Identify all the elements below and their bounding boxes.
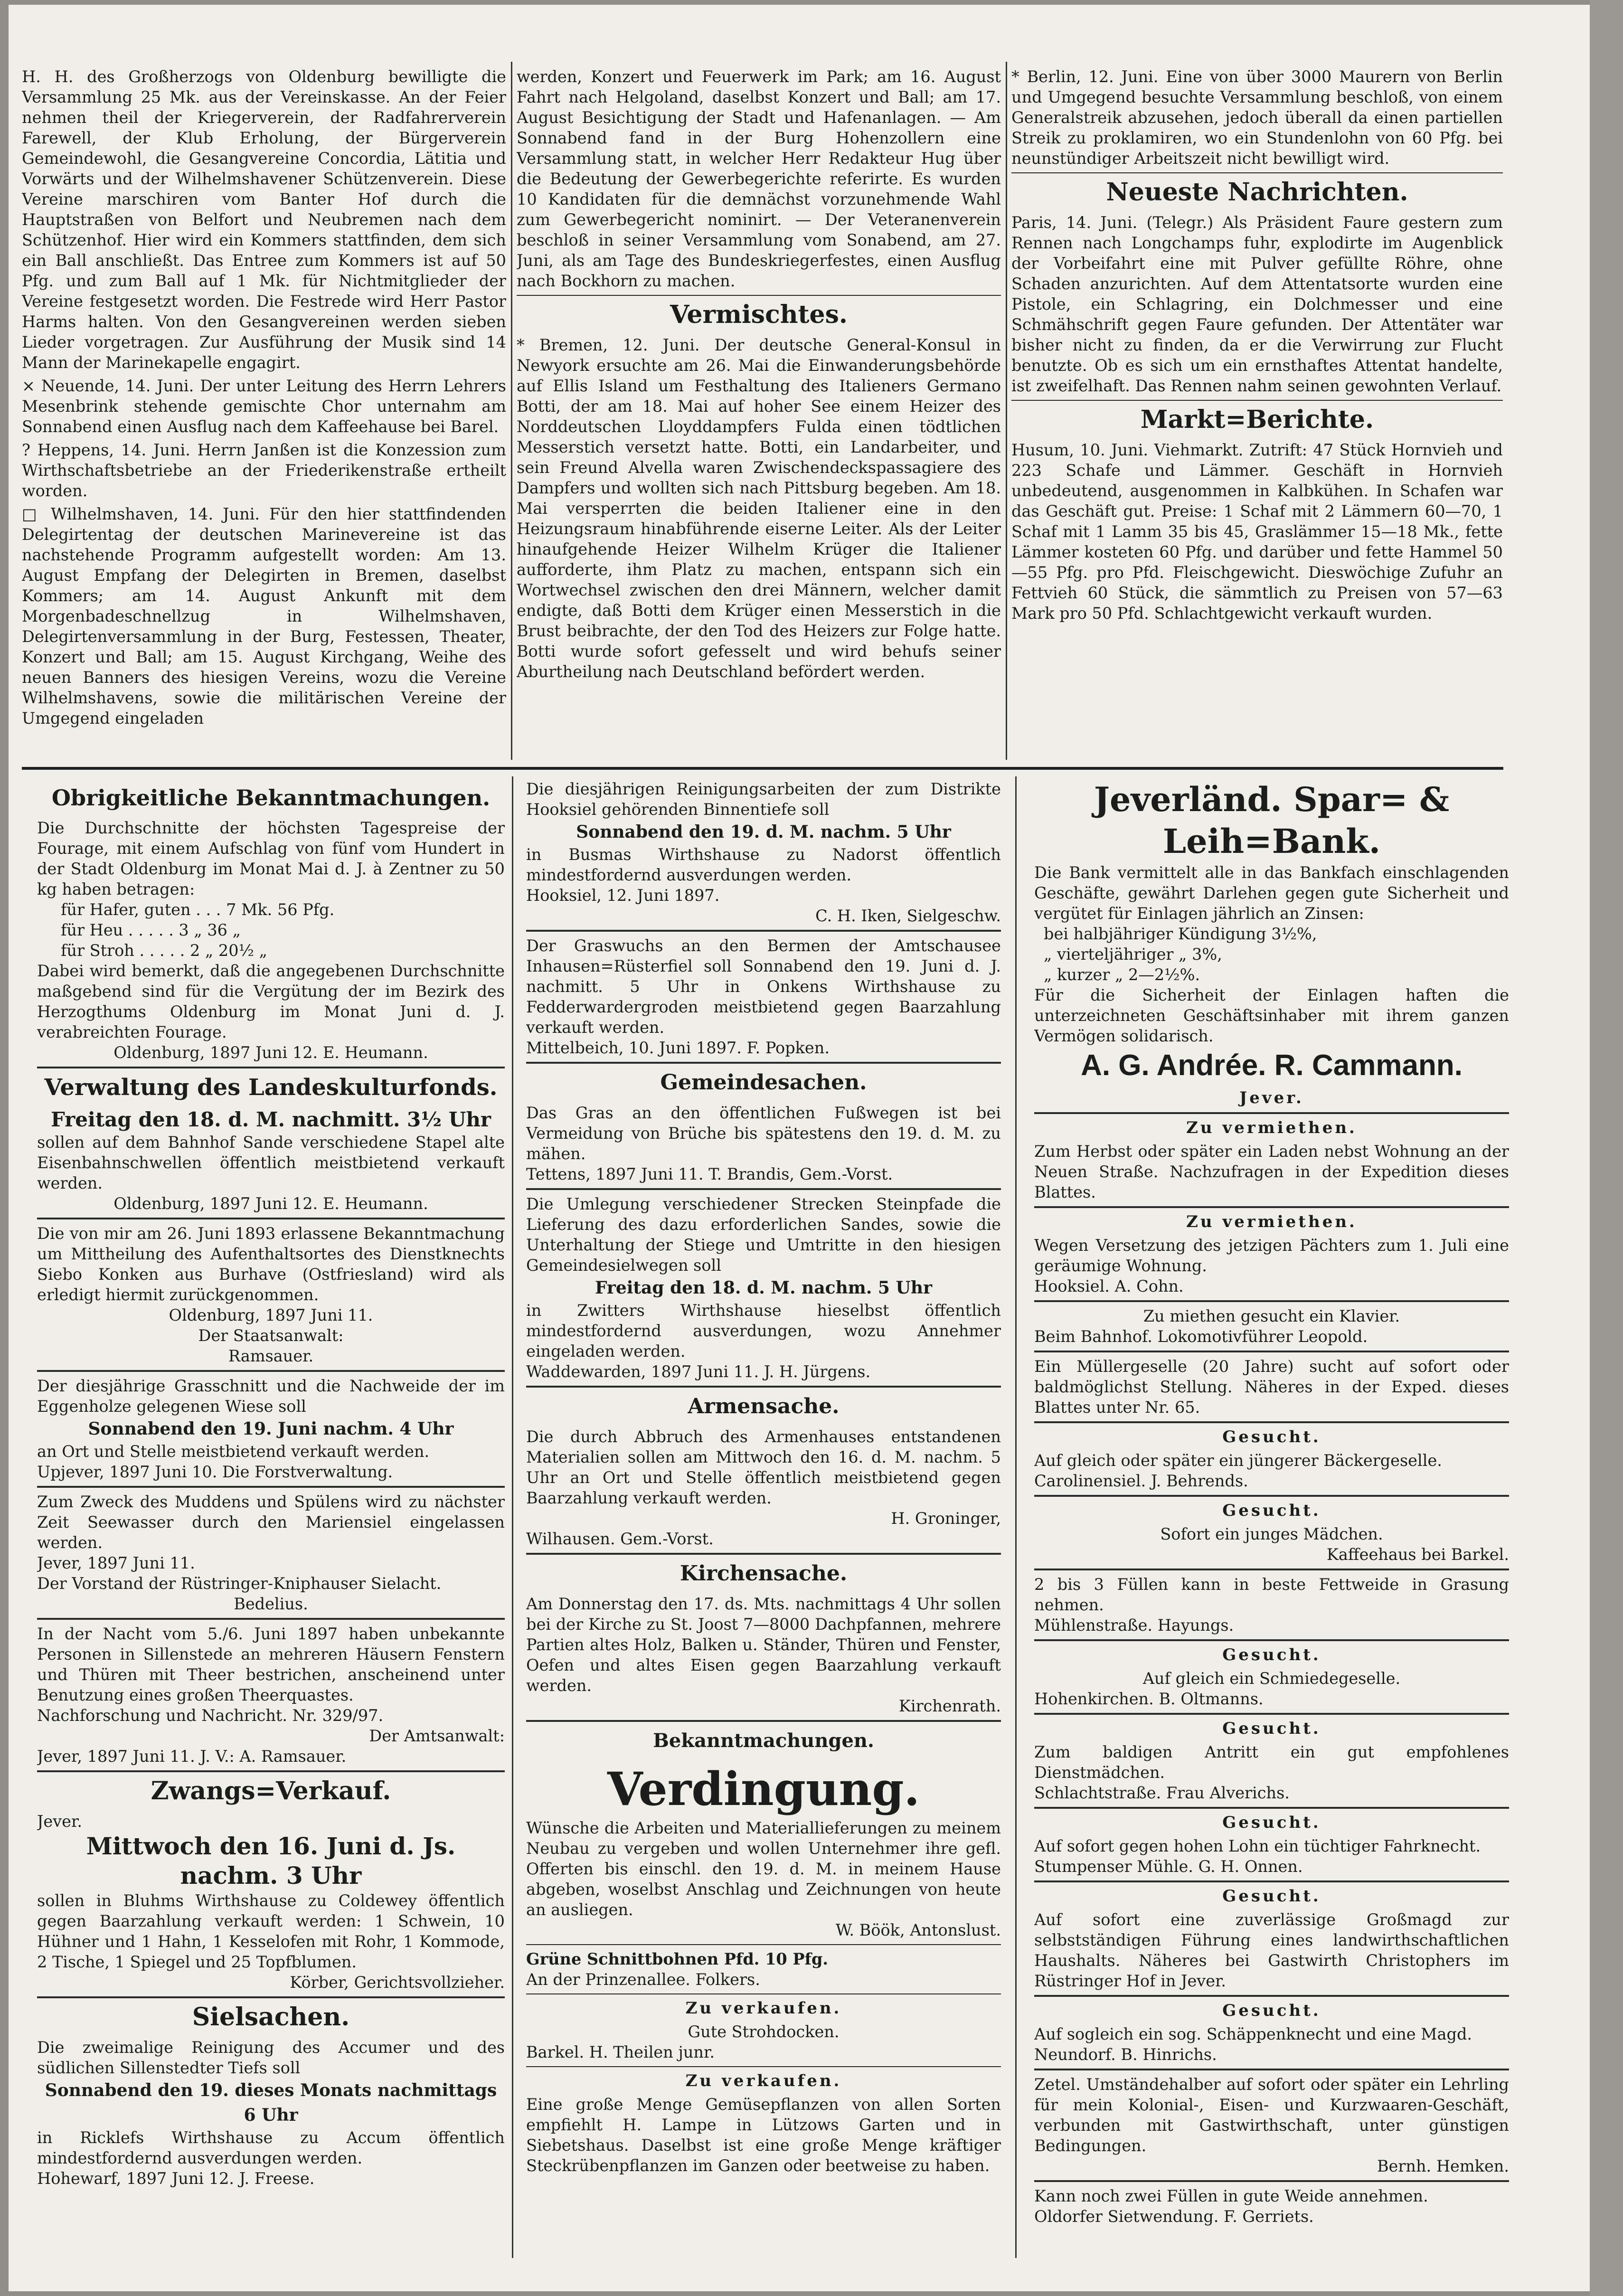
divider bbox=[37, 1618, 505, 1620]
g5-text: Auf sofort gegen hohen Lohn ein tüchtiger Fahrknecht. bbox=[1034, 1837, 1481, 1855]
news-berlin: * Berlin, 12. Juni. Eine von über 3000 Maurern von Berlin und Umgegend besuchte Versammlung beschloß, von einem Generalstreik abzusehen, jedoch überall da einen partiellen Streik zu proklamiren, wo ein Stundenlohn von 60 Pfg. bei neunstündiger Arbeitszeit nicht bewilligt wird. bbox=[1011, 67, 1503, 168]
hooksiel-date: Sonnabend den 19. d. M. nachm. 5 Uhr bbox=[576, 822, 951, 842]
nacht-text: In der Nacht vom 5./6. Juni 1897 haben unbekannte Personen in Sillenstede an mehreren Häusern Fenstern und Thüren mit Theer bestrichen, anscheinend unter Benutzung eines großen Theerquastes. bbox=[37, 1625, 505, 1704]
divider bbox=[526, 1553, 1001, 1555]
verkaufen1-title: Zu verkaufen. bbox=[685, 1999, 842, 2018]
siel-title: Sielsachen. bbox=[192, 2003, 350, 2031]
nacht-note: Nachforschung und Nachricht. Nr. 329/97. bbox=[37, 1706, 384, 1725]
g5-signature: Stumpenser Mühle. G. H. Onnen. bbox=[1034, 1857, 1303, 1876]
verw-signature: Oldenburg, 1897 Juni 12. E. Heumann. bbox=[113, 1194, 428, 1213]
mudden-board: Der Vorstand der Rüstringer-Kniphauser Sielacht. bbox=[37, 1574, 442, 1593]
ads-col3 bbox=[1034, 779, 1509, 2251]
verkaufen2-title: Zu verkaufen. bbox=[685, 2071, 842, 2090]
divider bbox=[1034, 1880, 1509, 1882]
gras-date: Sonnabend den 19. Juni nachm. 4 Uhr bbox=[88, 1419, 454, 1439]
zetel-signature: Bernh. Hemken. bbox=[1377, 2157, 1509, 2175]
divider bbox=[1011, 400, 1503, 401]
fullen-signature: Mühlenstraße. Hayungs. bbox=[1034, 1616, 1234, 1635]
g7-text: Auf sogleich ein sog. Schäppenknecht und eine Magd. bbox=[1034, 2025, 1472, 2043]
bank-rate-1: bei halbjähriger Kündigung 3½%, bbox=[1044, 925, 1317, 943]
hooksiel-date-line: Hooksiel, 12. Juni 1897. bbox=[526, 886, 720, 905]
staats-role: Der Staatsanwalt: bbox=[198, 1326, 344, 1345]
verw-text: sollen auf dem Bahnhof Sande verschiedene Stapel alte Eisenbahnschwellen öffentlich meistbietend verkauft werden. bbox=[37, 1133, 505, 1192]
bank-rate-2: „ vierteljähriger „ 3%, bbox=[1044, 945, 1222, 964]
section-neueste: Neueste Nachrichten. bbox=[1106, 178, 1408, 207]
siel-date: Sonnabend den 19. dieses Monats nachmittags 6 Uhr bbox=[45, 2080, 497, 2125]
divider bbox=[1034, 2069, 1509, 2070]
nacht-signature: Jever, 1897 Juni 11. J. V.: A. Ramsauer. bbox=[37, 1747, 347, 1766]
hooksiel-signature: C. H. Iken, Sielgeschw. bbox=[815, 907, 1001, 925]
bank-rate-3: „ kurzer „ 2—2½%. bbox=[1044, 965, 1200, 984]
price-stroh: für Stroh . . . . . 2 „ 20½ „ bbox=[61, 941, 268, 960]
verw-date: Freitag den 18. d. M. nachmitt. 3½ Uhr bbox=[50, 1108, 491, 1131]
divider bbox=[1034, 1421, 1509, 1423]
divider bbox=[1011, 172, 1503, 173]
verm1-text: Zum Herbst oder später ein Laden nebst Wohnung an der Neuen Straße. Nachzufragen in der Expedition dieses Blattes. bbox=[1034, 1142, 1509, 1201]
g7-signature: Neundorf. B. Hinrichs. bbox=[1034, 2045, 1217, 2064]
g1-title: Gesucht. bbox=[1222, 1427, 1321, 1446]
col3-top bbox=[1011, 66, 1503, 760]
g3-signature: Hohenkirchen. B. Oltmanns. bbox=[1034, 1690, 1264, 1708]
klavier-text: Zu miethen gesucht ein Klavier. bbox=[1143, 1307, 1400, 1325]
mudden-date: Jever, 1897 Juni 11. bbox=[37, 1554, 195, 1572]
section-markt: Markt=Berichte. bbox=[1140, 405, 1374, 434]
bank-text-2: Für die Sicherheit der Einlagen haften die unterzeichneten Geschäftsinhaber mit ihrem ganzen Vermögen solidarisch. bbox=[1034, 986, 1509, 1045]
obrig-title: Obrigkeitliche Bekanntmachungen. bbox=[51, 785, 491, 811]
g3-title: Gesucht. bbox=[1222, 1645, 1321, 1664]
gras-text-2: an Ort und Stelle meistbietend verkauft werden. bbox=[37, 1442, 430, 1461]
verdingung-text: Wünsche die Arbeiten und Materiallieferungen zu meinem Neubau zu vergeben und wollen Unternehmer ihre gefl. Offerten bis einschl. den 19. d. M. in meinem Hause abgeben, woselbst Anschlag und Zeichnungen von heute an ausliegen. bbox=[526, 1819, 1001, 1919]
bank-title: Jeverländ. Spar= & Leih=Bank. bbox=[1094, 780, 1450, 861]
divider bbox=[1034, 1351, 1509, 1352]
verm2-signature: Hooksiel. A. Cohn. bbox=[1034, 1277, 1184, 1295]
news-paris: Paris, 14. Juni. (Telegr.) Als Präsident Faure gestern zum Rennen nach Longchamps fuhr, explodirte im Augenblick der Vorbeifahrt eine mit Pulver gefüllte Röhre, ohne Schaden anzurichten. Auf dem Attentatsorte wurden eine Pistole, ein Schlagring, ein Dolchmesser und eine Schmähschrift gegen Faure gefunden. Der Attentäter war bisher nicht zu finden, da er die Verwirrung zur Flucht benutzte. Ob es sich um ein ernsthaftes Attentat handelte, ist zweifelhaft. Das Rennen nahm seinen gewohnten Verlauf. bbox=[1011, 213, 1503, 395]
newspaper-page bbox=[9, 5, 1590, 2291]
umlegung-text: Die Umlegung verschiedener Strecken Steinpfade die Lieferung des dazu erforderlichen Sandes, sowie die Unterhaltung der Stiege und Umtritte in den hiesigen Gemeindesielwegen soll bbox=[526, 1195, 1001, 1275]
kirchen-signature: Kirchenrath. bbox=[898, 1697, 1001, 1715]
price-heu: für Heu . . . . . 3 „ 36 „ bbox=[61, 921, 241, 939]
section-vermischtes: Vermischtes. bbox=[670, 300, 848, 329]
zwang-title: Zwangs=Verkauf. bbox=[151, 1776, 391, 1805]
ads-col1 bbox=[37, 779, 505, 2251]
umlegung-date: Freitag den 18. d. M. nachm. 5 Uhr bbox=[594, 1278, 933, 1298]
siel-text: Die zweimalige Reinigung des Accumer und des südlichen Sillenstedter Tiefs soll bbox=[37, 2038, 505, 2077]
gemeinde-signature: Tettens, 1897 Juni 11. T. Brandis, Gem.-Vorst. bbox=[526, 1165, 893, 1183]
mudden-name: Bedelius. bbox=[234, 1595, 308, 1613]
zwang-date: Mittwoch den 16. Juni d. Js. nachm. 3 Uhr bbox=[86, 1832, 456, 1890]
column-rule bbox=[512, 776, 513, 2258]
divider bbox=[37, 1370, 505, 1372]
armen-name: H. Groninger, bbox=[891, 1509, 1001, 1528]
divider bbox=[526, 1386, 1001, 1388]
gras-signature: Upjever, 1897 Juni 10. Die Forstverwaltung. bbox=[37, 1463, 393, 1481]
ads-col2 bbox=[526, 779, 1001, 2251]
divider bbox=[37, 1486, 505, 1488]
divider bbox=[1034, 1300, 1509, 1302]
page-edge bbox=[1590, 0, 1623, 2296]
g4-text: Zum baldigen Antritt ein gut empfohlenes Dienstmädchen. bbox=[1034, 1743, 1509, 1782]
divider bbox=[517, 295, 1001, 296]
verm2-title: Zu vermiethen. bbox=[1186, 1212, 1357, 1231]
news-neuende: × Neuende, 14. Juni. Der unter Leitung des Herrn Lehrers Mesenbrink stehende gemischte Chor unternahm am Sonnabend einen Ausflug nach dem Kaffeehause bei Barel. bbox=[22, 377, 506, 436]
klavier-signature: Beim Bahnhof. Lokomotivführer Leopold. bbox=[1034, 1327, 1368, 1346]
obrig-text: Die Durchschnitte der höchsten Tagespreise der Fourage, mit einem Aufschlag von fünf vom Hundert in der Stadt Oldenburg im Monat Mai d. J. à Zentner zu 50 kg haben betragen: bbox=[37, 819, 505, 898]
col1-top bbox=[22, 66, 506, 760]
bohnen-signature: An der Prinzenallee. Folkers. bbox=[526, 1970, 760, 1989]
graswuchs-text: Der Graswuchs an den Bermen der Amtschausee Inhausen=Rüsterfiel soll Sonnabend den 19. Juni d. J. nachmitt. 5 Uhr in Onkens Wirthshause zu Fedderwardergroden meistbietend gegen Baarzahlung verkauft werden. bbox=[526, 936, 1001, 1037]
zwang-place: Jever. bbox=[37, 1812, 82, 1831]
g6-text: Auf sofort eine zuverlässige Großmagd zur selbstständigen Führung eines landwirthschaftlichen Haushalts. Näheres bei Gastwirth Christophers im Rüstringer Hof in Jever. bbox=[1034, 1910, 1509, 1990]
verkaufen1-signature: Barkel. H. Theilen junr. bbox=[526, 2043, 715, 2061]
umlegung-signature: Waddewarden, 1897 Juni 11. J. H. Jürgens. bbox=[526, 1362, 871, 1381]
bank-place: Jever. bbox=[1239, 1088, 1304, 1107]
g2-text: Sofort ein junges Mädchen. bbox=[1160, 1525, 1383, 1543]
col2-top bbox=[517, 66, 1001, 760]
staats-name: Ramsauer. bbox=[228, 1347, 314, 1365]
verdingung-title: Verdingung. bbox=[607, 1762, 920, 1816]
divider bbox=[37, 1996, 505, 1998]
divider bbox=[37, 1067, 505, 1068]
divider bbox=[1034, 1713, 1509, 1715]
g6-title: Gesucht. bbox=[1222, 1887, 1321, 1906]
muller-text: Ein Müllergeselle (20 Jahre) sucht auf sofort oder baldmöglichst Stellung. Näheres in der Exped. dieses Blattes unter Nr. 65. bbox=[1034, 1357, 1509, 1417]
weide-signature: Oldorfer Sietwendung. F. Gerriets. bbox=[1034, 2207, 1314, 2226]
gemeinde-title: Gemeindesachen. bbox=[660, 1070, 867, 1095]
divider bbox=[1034, 1112, 1509, 1114]
g5-title: Gesucht. bbox=[1222, 1813, 1321, 1832]
g4-signature: Schlachtstraße. Frau Alverichs. bbox=[1034, 1784, 1290, 1802]
divider bbox=[526, 1062, 1001, 1064]
divider bbox=[526, 1944, 1001, 1945]
g2-signature: Kaffeehaus bei Barkel. bbox=[1326, 1545, 1509, 1564]
kirchen-title: Kirchensache. bbox=[679, 1561, 848, 1586]
mudden-text: Zum Zweck des Muddens und Spülens wird zu nächster Zeit Seewasser durch den Mariensiel eingelassen werden. bbox=[37, 1493, 505, 1552]
divider bbox=[37, 1770, 505, 1772]
news-bremen: * Bremen, 12. Juni. Der deutsche General-Konsul in Newyork ersuchte am 26. Mai die Einwanderungsbehörde auf Ellis Island um Festhaltung des Italieners Germano Botti, der am 18. Mai auf hoher See einem Heizer des Norddeutschen Lloyddampfers Fulda einen tödtlichen Messerstich versetzt hatte. Botti, ein Landarbeiter, und sein Freund Alvella waren Zwischendeckspassagiere des Dampfers und wollten sich nach Pittsburg begeben. Am 18. Mai versperrten die beiden Italiener eine in den Heizungsraum hinabführende eiserne Leiter. Als der Leiter hinaufgehende Heizer Wilhelm Krüger die Italiener aufforderte, ihm Platz zu machen, entspann sich ein Wortwechsel zwischen den drei Männern, welcher damit endigte, daß Botti dem Krüger einen Messerstich in die Brust beibrachte, der den Tod des Heizers zur Folge hatte. Botti wurde sofort gefesselt und wird behufs seiner Aburtheilung nach Deutschland befördert werden. bbox=[517, 336, 1001, 681]
staats-date: Oldenburg, 1897 Juni 11. bbox=[169, 1306, 373, 1324]
g3-text: Auf gleich ein Schmiedegeselle. bbox=[1142, 1669, 1401, 1688]
divider bbox=[37, 1218, 505, 1219]
verw-title: Verwaltung des Landeskulturfonds. bbox=[44, 1074, 498, 1101]
g7-title: Gesucht. bbox=[1222, 2001, 1321, 2020]
hooksiel-text-2: in Busmas Wirthshause zu Nadorst öffentlich mindestfordernd ausverdungen werden. bbox=[526, 845, 1001, 884]
fullen-text: 2 bis 3 Füllen kann in beste Fettweide in Grasung nehmen. bbox=[1034, 1575, 1509, 1614]
divider bbox=[1034, 1206, 1509, 1208]
news-oldenburg: H. H. des Großherzogs von Oldenburg bewilligte die Versammlung 25 Mk. aus der Vereinskasse. An der Feier nehmen theil der Kriegerverein, der Radfahrerverein Farewell, der Klub Erholung, der Bürgerverein Gemeindewohl, die Gesangvereine Concordia, Lätitia und Vorwärts und der Wilhelmshavener Schützenverein. Diese Vereine marschiren vom Banter Hof durch die Hauptstraßen von Belfort und Neubremen nach dem Schützenhof. Hier wird ein Kommers stattfinden, dem sich ein Ball anschließt. Das Entree zum Kommers ist auf 50 Pfg. und zum Ball auf 1 Mk. für Nichtmitglieder der Vereine festgesetzt worden. Die Festrede wird Herr Pastor Harms halten. Von den Gesangvereinen werden sieben Lieder vorgetragen. Zur Ausführung der Musik sind 14 Mann der Marinekapelle engagirt. bbox=[22, 67, 506, 372]
news-heppens: ? Heppens, 14. Juni. Herrn Janßen ist die Konzession zum Wirthschaftsbetriebe an der Friederikenstraße ertheilt worden. bbox=[22, 441, 506, 500]
hooksiel-text: Die diesjährigen Reinigungsarbeiten der zum Distrikte Hooksiel gehörenden Binnentiefe soll bbox=[526, 780, 1001, 819]
verkaufen1-text: Gute Strohdocken. bbox=[688, 2022, 840, 2041]
verkaufen2-text: Eine große Menge Gemüsepflanzen von allen Sorten empfiehlt H. Lampe in Lützows Garten und in Siebetshaus. Daselbst ist eine große Menge kräftiger Steckrübenpflanzen im Ganzen oder beetweise zu haben. bbox=[526, 2095, 1001, 2175]
divider bbox=[526, 2066, 1001, 2067]
g1-text: Auf gleich oder später ein jüngerer Bäckergeselle. bbox=[1034, 1451, 1442, 1470]
divider bbox=[1034, 1639, 1509, 1641]
bekannt-title: Bekanntmachungen. bbox=[653, 1729, 874, 1752]
divider bbox=[1034, 1807, 1509, 1809]
news-husum: Husum, 10. Juni. Viehmarkt. Zutrift: 47 Stück Hornvieh und 223 Schafe und Lämmer. Geschäft in Hornvieh unbedeutend, ausgenommen in Kalbkühen. In Schafen war das Geschäft gut. Preise: 1 Schaf mit 2 Lämmern 60—70, 1 Schaf mit 1 Lamm 35 bis 45, Graslämmer 15—18 Mk., fette Lämmer kosteten 60 Pfg. und darüber und fette Hammel 50—55 Pfg. pro Pfd. Fleischgewicht. Dieswöchige Zufuhr an Fettvieh 60 Stück, die sämmtlich zu Preisen von 57—63 Mark pro 50 Pfd. Schlachtgewicht verkauft wurden. bbox=[1011, 441, 1503, 623]
divider bbox=[526, 1720, 1001, 1722]
gras-text: Der diesjährige Grasschnitt und die Nachweide der im Eggenholze gelegenen Wiese soll bbox=[37, 1377, 505, 1416]
staats-text: Die von mir am 26. Juni 1893 erlassene Bekanntmachung um Mittheilung des Aufenthaltsortes des Dienstknechts Siebo Konken aus Burhave (Ostfriesland) wird als erledigt hiermit zurückgenommen. bbox=[37, 1224, 505, 1304]
g1-signature: Carolinensiel. J. Behrends. bbox=[1034, 1472, 1248, 1490]
bank-owners: A. G. Andrée. R. Cammann. bbox=[1081, 1049, 1463, 1082]
divider bbox=[1034, 1568, 1509, 1570]
bohnen-offer: Grüne Schnittbohnen Pfd. 10 Pfg. bbox=[526, 1950, 829, 1968]
divider bbox=[1034, 1495, 1509, 1497]
zwang-signature: Körber, Gerichtsvollzieher. bbox=[290, 1973, 505, 1992]
news-wilhelmshaven: □ Wilhelmshaven, 14. Juni. Für den hier stattfindenden Delegirtentag der deutschen Marinevereine ist das nachstehende Programm aufgestellt worden: Am 13. August Empfang der Delegirten in Bremen, daselbst Kommers; am 14. August Ankunft mit dem Morgenbadeschnellzug in Wilhelmshaven, Delegirtenversammlung in der Burg, Festessen, Theater, Konzert und Ball; am 15. August Kirchgang, Weihe des neuen Banners des hiesigen Vereins, wozu die Vereine Wilhelmshavens, sowie die militärischen Vereine der Umgegend eingeladen bbox=[22, 505, 506, 728]
divider bbox=[1034, 2180, 1509, 2182]
section-rule bbox=[22, 767, 1503, 770]
divider bbox=[526, 1188, 1001, 1190]
divider bbox=[526, 930, 1001, 932]
kirchen-text: Am Donnerstag den 17. ds. Mts. nachmittags 4 Uhr sollen bei der Kirche zu St. Joost 7—8000 Dachpfannen, mehrere Partien altes Holz, Balken u. Ständer, Thüren und Fenster, Oefen und altes Eisen gegen Baarzahlung verkauft werden. bbox=[526, 1595, 1001, 1695]
obrig-signature: Oldenburg, 1897 Juni 12. E. Heumann. bbox=[113, 1043, 428, 1062]
siel-text-2: in Ricklefs Wirthshause zu Accum öffentlich mindestfordernd ausverdungen werden. bbox=[37, 2128, 505, 2167]
zwang-text: sollen in Bluhms Wirthshause zu Coldewey öffentlich gegen Baarzahlung verkauft werden: 1 Schwein, 10 Hühner und 1 Hahn, 1 Kesselofen mit Rohr, 1 Kommode, 2 Tische, 1 Spiegel und 25 Topfblumen. bbox=[37, 1891, 505, 1971]
column-rule bbox=[1006, 62, 1007, 760]
nacht-role: Der Amtsanwalt: bbox=[369, 1727, 505, 1745]
armen-text: Die durch Abbruch des Armenhauses entstandenen Materialien sollen am Mittwoch den 16. d. M. nachm. 5 Uhr an Ort und Stelle öffentlich meistbietend gegen Baarzahlung verkauft werden. bbox=[526, 1427, 1001, 1507]
bank-text: Die Bank vermittelt alle in das Bankfach einschlagenden Geschäfte, gewährt Darlehen gegen gute Sicherheit und vergütet für Einlagen jährlich an Zinsen: bbox=[1034, 863, 1509, 923]
g2-title: Gesucht. bbox=[1222, 1501, 1321, 1520]
column-rule bbox=[511, 62, 512, 760]
gemeinde-text: Das Gras an den öffentlichen Fußwegen ist bei Vermeidung von Brüche bis spätestens den 19. d. M. zu mähen. bbox=[526, 1104, 1001, 1163]
news-wilhelmshaven-cont: werden, Konzert und Feuerwerk im Park; am 16. August Fahrt nach Helgoland, daselbst Konzert und Ball; am 17. August Besichtigung der Stadt und Hafenanlagen. — Am Sonnabend fand in der Burg Hohenzollern eine Versammlung statt, in welcher Herr Redakteur Hug über die Bedeutung der Gewerbegerichte referirte. Es wurden 10 Kandidaten für die demnächst vorzunehmende Wahl zum Gewerbegericht nominirt. — Der Veteranenverein beschloß in seiner Versammlung vom Sonabend, am 27. Juni, als am Tage des Bundeskriegerfestes, einen Ausflug nach Bockhorn zu machen. bbox=[517, 67, 1001, 290]
divider bbox=[1034, 1995, 1509, 1997]
verm2-text: Wegen Versetzung des jetzigen Pächters zum 1. Juli eine geräumige Wohnung. bbox=[1034, 1236, 1509, 1275]
verm1-title: Zu vermiethen. bbox=[1186, 1118, 1357, 1137]
verdingung-signature: W. Böök, Antonslust. bbox=[835, 1921, 1001, 1939]
siel-signature: Hohewarf, 1897 Juni 12. J. Freese. bbox=[37, 2169, 315, 2188]
armen-signature: Wilhausen. Gem.-Vorst. bbox=[526, 1530, 714, 1548]
zetel-text: Zetel. Umständehalber auf sofort oder später ein Lehrling für mein Kolonial-, Eisen- und Kurzwaaren-Geschäft, verbunden mit Gastwirthschaft, unter günstigen Bedingungen. bbox=[1034, 2075, 1509, 2155]
column-rule bbox=[1015, 776, 1017, 2258]
price-hafer: für Hafer, guten . . . 7 Mk. 56 Pfg. bbox=[61, 900, 335, 919]
graswuchs-signature: Mittelbeich, 10. Juni 1897. F. Popken. bbox=[526, 1039, 830, 1057]
obrig-text-2: Dabei wird bemerkt, daß die angegebenen Durchschnitte maßgebend sind für die Vergütung der im Bezirk des Herzogthums Oldenburg im Monat Juni d. J. verabreichten Fourage. bbox=[37, 962, 505, 1041]
weide-text: Kann noch zwei Füllen in gute Weide annehmen. bbox=[1034, 2187, 1428, 2205]
umlegung-text-2: in Zwitters Wirthshause hieselbst öffentlich mindestfordernd ausverdungen, wozu Annehmer eingeladen werden. bbox=[526, 1301, 1001, 1361]
g4-title: Gesucht. bbox=[1222, 1719, 1321, 1738]
armen-title: Armensache. bbox=[688, 1394, 840, 1418]
